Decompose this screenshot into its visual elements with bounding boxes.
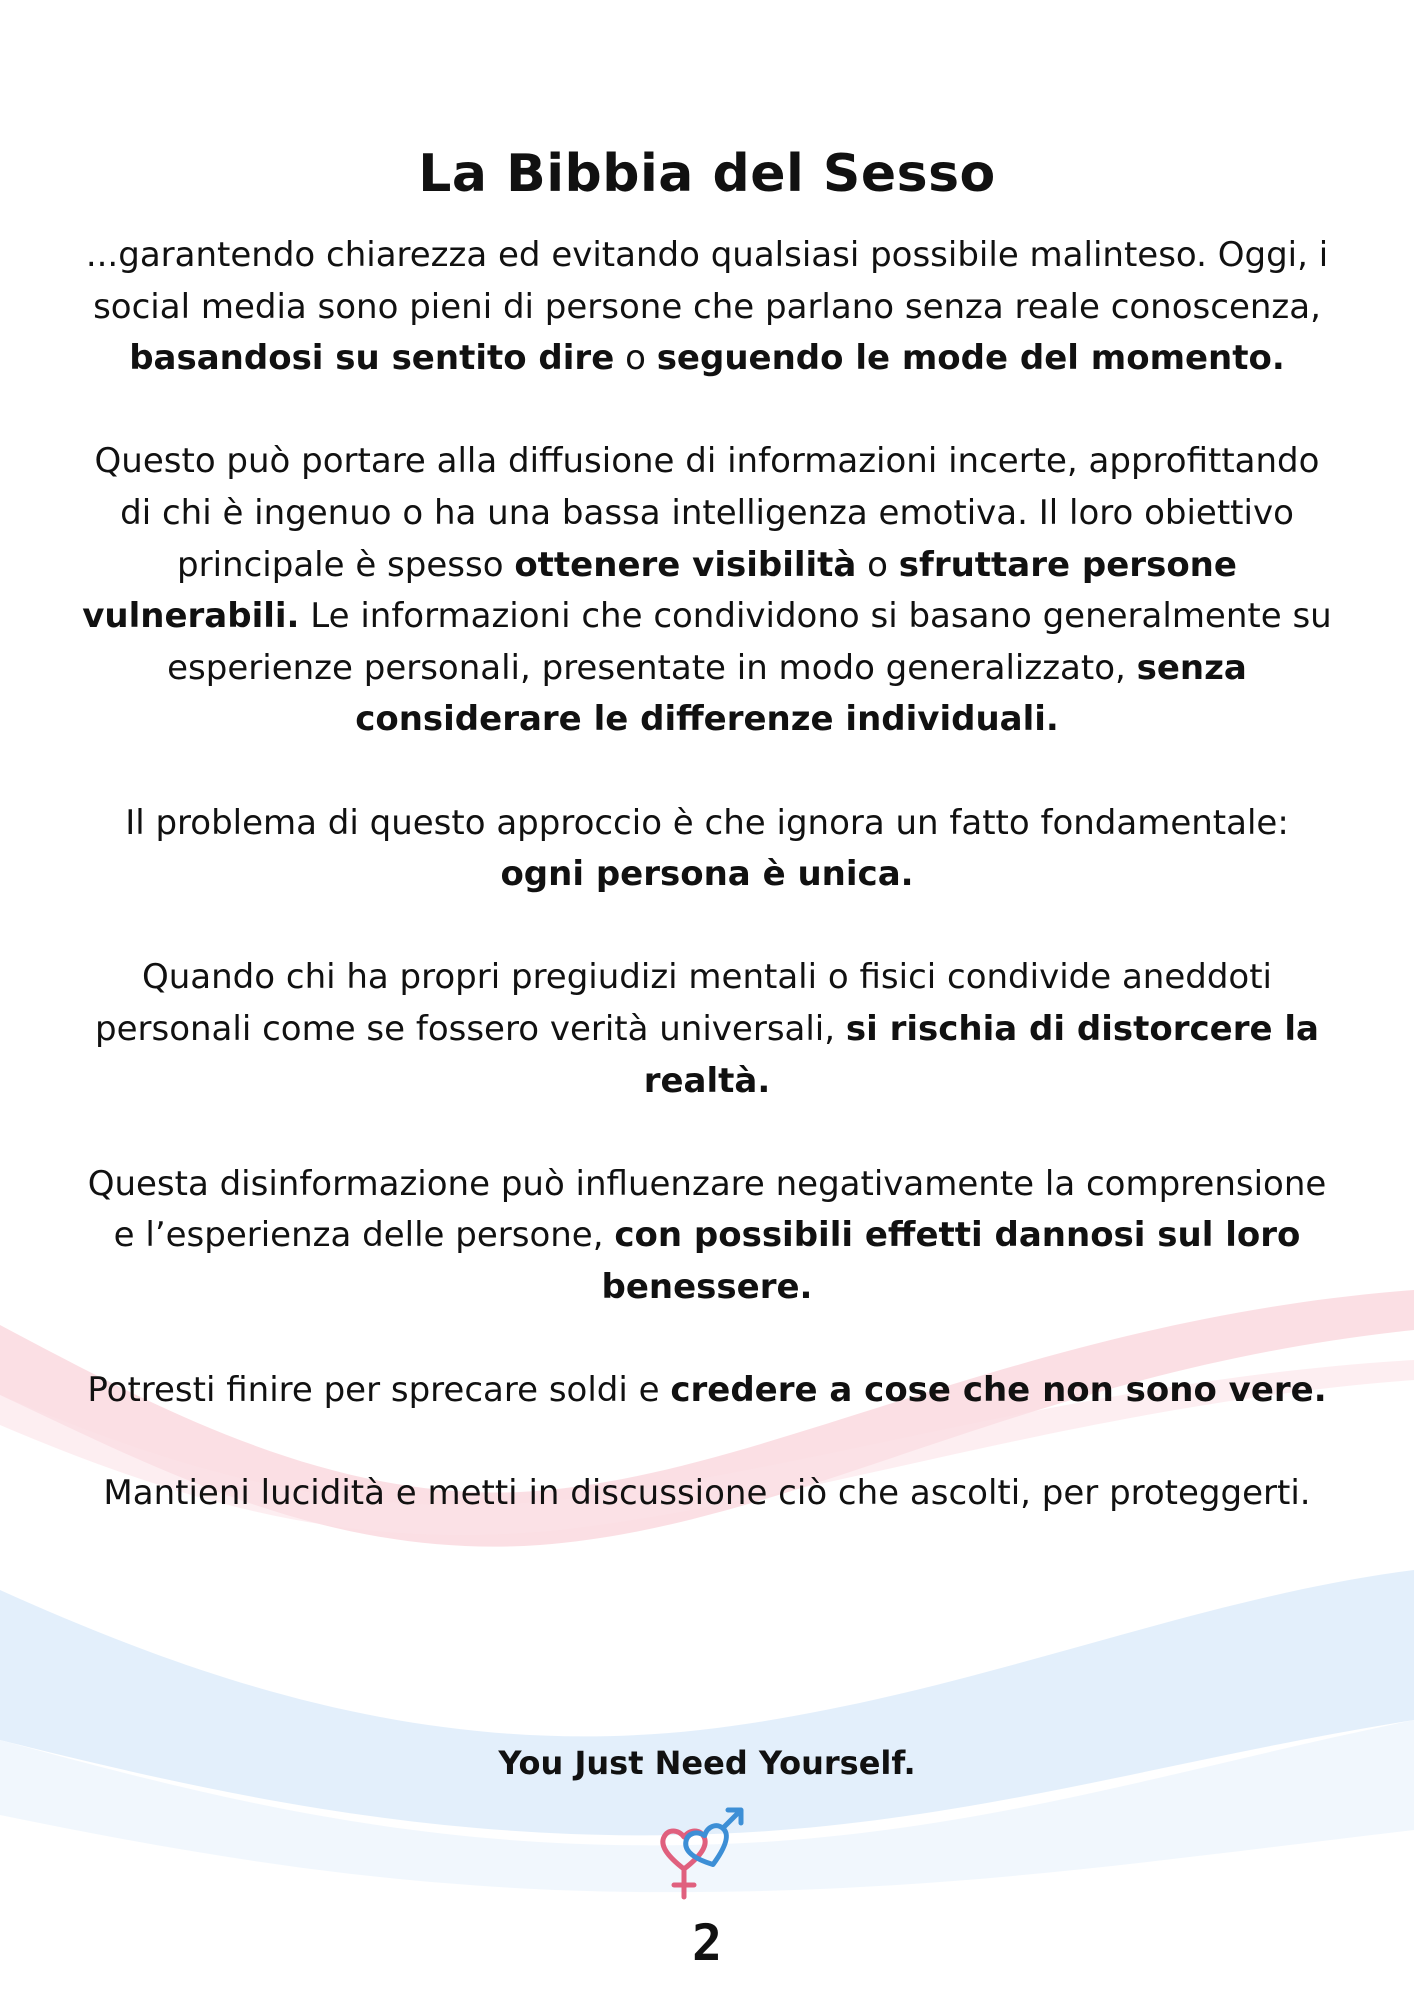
page-number: 2 (691, 1914, 723, 1972)
tagline: You Just Need Yourself. (498, 1744, 916, 1782)
paragraph (80, 1468, 1334, 1520)
paragraph (80, 436, 1334, 746)
bold-text: si rischia di distorcere la realtà. (643, 1008, 1319, 1101)
text-segment: Potresti finire per sprecare soldi e (87, 1370, 671, 1411)
bold-text: seguendo le mode del momento. (656, 338, 1285, 379)
bold-text: credere a cose che non sono vere. (670, 1370, 1327, 1411)
text-segment: Questa disinformazione può influenzare negativamente la comprensione e l’esperienza delle persone, (87, 1163, 1327, 1256)
body-text (80, 230, 1334, 1571)
bold-text: senza considerare le differenze individuali. (355, 647, 1247, 740)
paragraph (80, 230, 1334, 385)
text-segment: Le informazioni che condividono si basano generalmente su esperienze personali, presentate in modo generalizzato, (167, 596, 1332, 688)
bold-text: ogni persona è unica. (500, 854, 914, 895)
text-segment: ...garantendo chiarezza ed evitando qualsiasi possibile malinteso. Oggi, i social media sono pieni di persone che parlano senza reale conoscenza, (85, 235, 1329, 327)
paragraph (80, 1159, 1334, 1314)
bold-text: con possibili effetti dannosi sul loro benessere. (601, 1215, 1301, 1307)
mars-shaft (724, 1811, 740, 1827)
paragraph (80, 952, 1334, 1107)
text-segment: Quando chi ha propri pregiudizi mentali o fisici condivide aneddoti personali come se fossero verità universali, (95, 957, 1273, 1049)
text-segment: Questo può portare alla diffusione di informazioni incerte, approfittando di chi è ingenuo o ha una bassa intelligenza emotiva. Il loro obiettivo principale è spesso (94, 441, 1320, 585)
text-segment: o (856, 544, 899, 585)
text-segment: Mantieni lucidità e metti in discussione ciò che ascolti, per proteggerti. (103, 1473, 1311, 1514)
text-segment: o (614, 338, 657, 379)
paragraph (80, 798, 1334, 901)
text-segment: Il problema di questo approccio è che ignora un fatto fondamentale: (125, 802, 1289, 843)
bold-text: basandosi su sentito dire (129, 338, 615, 379)
page-title: La Bibbia del Sesso (418, 144, 996, 204)
bold-text: sfruttare persone vulnerabili. (82, 544, 1237, 637)
paragraph (80, 1365, 1334, 1417)
gender-hearts-icon (654, 1805, 750, 1905)
bold-text: ottenere visibilità (514, 544, 857, 585)
pink-heart (663, 1831, 705, 1869)
